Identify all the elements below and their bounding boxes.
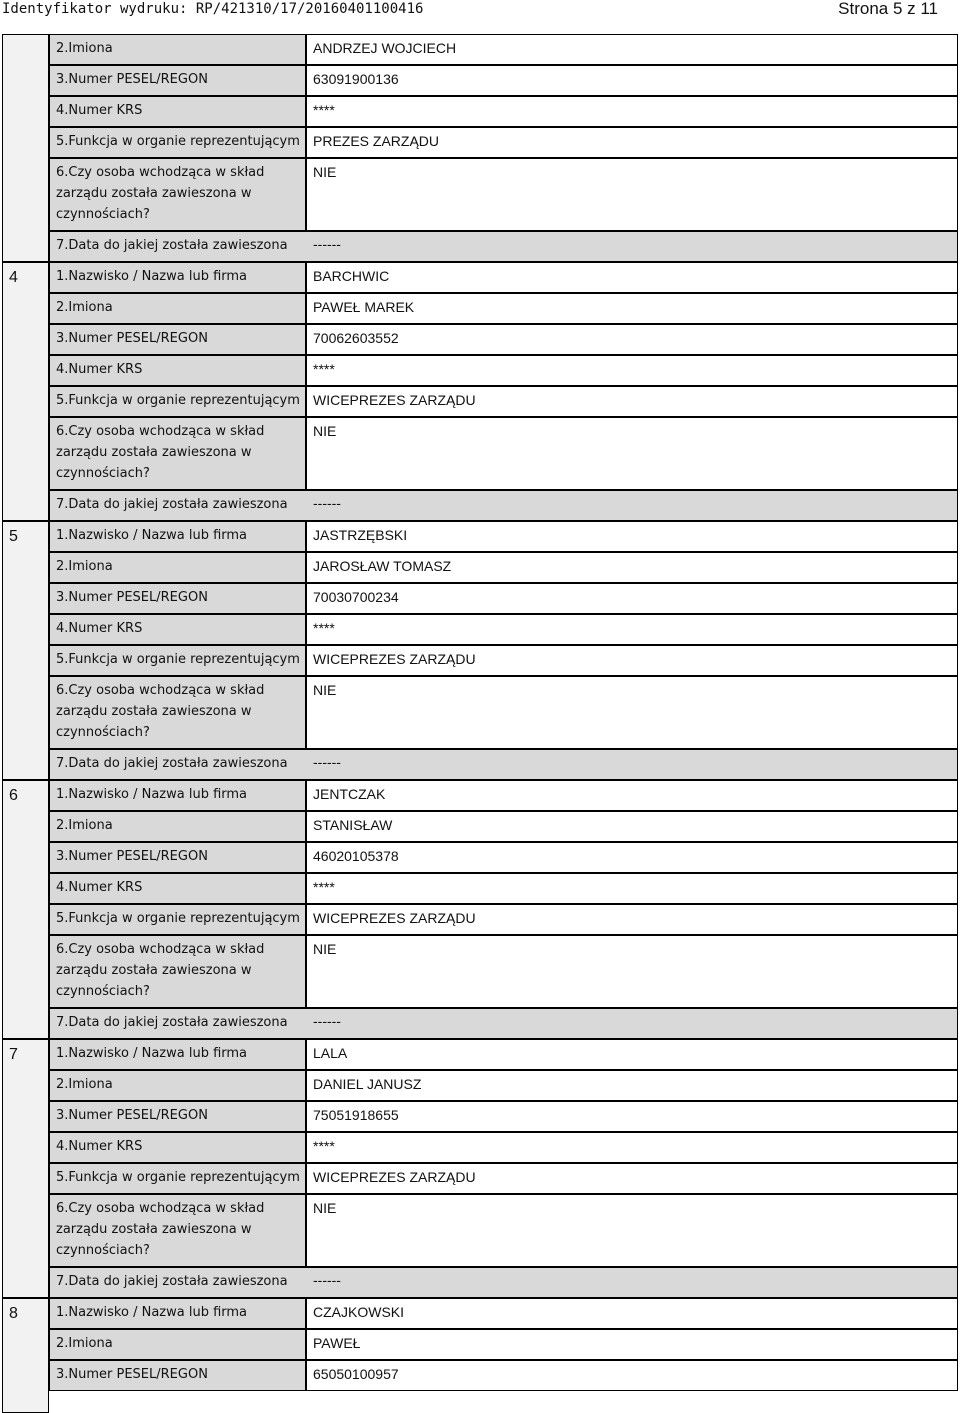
field-label-names: 2.Imiona bbox=[49, 552, 306, 583]
field-label-suspended: 6.Czy osoba wchodząca w skład zarządu została zawieszona w czynnościach? bbox=[49, 417, 306, 490]
field-value-date: ------ bbox=[313, 1272, 341, 1288]
field-value-surname: CZAJKOWSKI bbox=[306, 1298, 958, 1329]
field-label-suspended: 6.Czy osoba wchodząca w skład zarządu została zawieszona w czynnościach? bbox=[49, 1194, 306, 1267]
field-value-suspended: NIE bbox=[306, 935, 958, 1008]
group-number-cell bbox=[2, 262, 49, 521]
group-number: 6 bbox=[9, 787, 18, 804]
field-label-names: 2.Imiona bbox=[49, 1070, 306, 1101]
field-value-suspended: NIE bbox=[306, 417, 958, 490]
field-label-date: 7.Data do jakiej została zawieszona bbox=[49, 1008, 958, 1039]
field-value-names: STANISŁAW bbox=[306, 811, 958, 842]
field-label-function: 5.Funkcja w organie reprezentującym bbox=[49, 904, 306, 935]
field-label-krs: 4.Numer KRS bbox=[49, 1132, 306, 1163]
field-value-krs: **** bbox=[306, 873, 958, 904]
field-label-pesel: 3.Numer PESEL/REGON bbox=[49, 324, 306, 355]
field-value-krs: **** bbox=[306, 614, 958, 645]
group-number-cell bbox=[2, 780, 49, 1039]
field-value-function: PREZES ZARZĄDU bbox=[306, 127, 958, 158]
field-label-krs: 4.Numer KRS bbox=[49, 614, 306, 645]
field-value-surname: JENTCZAK bbox=[306, 780, 958, 811]
print-identifier: Identyfikator wydruku: RP/421310/17/20160401100416 bbox=[2, 1, 424, 17]
field-label-function: 5.Funkcja w organie reprezentującym bbox=[49, 386, 306, 417]
field-value-function: WICEPREZES ZARZĄDU bbox=[306, 904, 958, 935]
field-value-names: JAROSŁAW TOMASZ bbox=[306, 552, 958, 583]
field-label-function: 5.Funkcja w organie reprezentującym bbox=[49, 1163, 306, 1194]
field-label-surname: 1.Nazwisko / Nazwa lub firma bbox=[49, 780, 306, 811]
field-value-date: ------ bbox=[313, 754, 341, 770]
field-label-date: 7.Data do jakiej została zawieszona bbox=[49, 231, 958, 262]
field-value-suspended: NIE bbox=[306, 676, 958, 749]
group-number: 4 bbox=[9, 269, 18, 286]
field-value-krs: **** bbox=[306, 96, 958, 127]
field-value-krs: **** bbox=[306, 355, 958, 386]
field-label-pesel: 3.Numer PESEL/REGON bbox=[49, 1360, 306, 1391]
field-label-surname: 1.Nazwisko / Nazwa lub firma bbox=[49, 1298, 306, 1329]
field-value-surname: LALA bbox=[306, 1039, 958, 1070]
field-value-date: ------ bbox=[313, 495, 341, 511]
field-label-suspended: 6.Czy osoba wchodząca w skład zarządu została zawieszona w czynnościach? bbox=[49, 158, 306, 231]
field-label-suspended: 6.Czy osoba wchodząca w skład zarządu została zawieszona w czynnościach? bbox=[49, 676, 306, 749]
field-value-date: ------ bbox=[313, 236, 341, 252]
field-label-date: 7.Data do jakiej została zawieszona bbox=[49, 490, 958, 521]
group-number: 8 bbox=[9, 1305, 18, 1322]
field-value-function: WICEPREZES ZARZĄDU bbox=[306, 1163, 958, 1194]
field-label-surname: 1.Nazwisko / Nazwa lub firma bbox=[49, 521, 306, 552]
field-label-function: 5.Funkcja w organie reprezentującym bbox=[49, 127, 306, 158]
field-label-names: 2.Imiona bbox=[49, 34, 306, 65]
field-label-suspended: 6.Czy osoba wchodząca w skład zarządu została zawieszona w czynnościach? bbox=[49, 935, 306, 1008]
field-value-names: PAWEŁ bbox=[306, 1329, 958, 1360]
field-label-names: 2.Imiona bbox=[49, 811, 306, 842]
print-header bbox=[0, 0, 960, 24]
field-label-function: 5.Funkcja w organie reprezentującym bbox=[49, 645, 306, 676]
field-label-krs: 4.Numer KRS bbox=[49, 873, 306, 904]
field-label-date: 7.Data do jakiej została zawieszona bbox=[49, 1267, 958, 1298]
field-label-krs: 4.Numer KRS bbox=[49, 96, 306, 127]
field-value-pesel: 63091900136 bbox=[306, 65, 958, 96]
field-value-pesel: 70062603552 bbox=[306, 324, 958, 355]
field-value-surname: JASTRZĘBSKI bbox=[306, 521, 958, 552]
group-number-cell bbox=[2, 1039, 49, 1298]
group-number: 5 bbox=[9, 528, 18, 545]
board-members-table bbox=[2, 34, 958, 1413]
field-value-krs: **** bbox=[306, 1132, 958, 1163]
field-value-function: WICEPREZES ZARZĄDU bbox=[306, 645, 958, 676]
field-value-surname: BARCHWIC bbox=[306, 262, 958, 293]
field-label-surname: 1.Nazwisko / Nazwa lub firma bbox=[49, 1039, 306, 1070]
field-label-surname: 1.Nazwisko / Nazwa lub firma bbox=[49, 262, 306, 293]
field-label-pesel: 3.Numer PESEL/REGON bbox=[49, 842, 306, 873]
field-value-names: ANDRZEJ WOJCIECH bbox=[306, 34, 958, 65]
field-value-pesel: 70030700234 bbox=[306, 583, 958, 614]
group-continuation bbox=[2, 34, 49, 262]
page-number: Strona 5 z 11 bbox=[838, 0, 938, 18]
field-label-pesel: 3.Numer PESEL/REGON bbox=[49, 583, 306, 614]
field-value-function: WICEPREZES ZARZĄDU bbox=[306, 386, 958, 417]
group-number-cell bbox=[2, 521, 49, 780]
field-label-krs: 4.Numer KRS bbox=[49, 355, 306, 386]
field-value-suspended: NIE bbox=[306, 158, 958, 231]
field-label-names: 2.Imiona bbox=[49, 1329, 306, 1360]
field-value-date: ------ bbox=[313, 1013, 341, 1029]
field-value-names: DANIEL JANUSZ bbox=[306, 1070, 958, 1101]
field-value-suspended: NIE bbox=[306, 1194, 958, 1267]
field-value-pesel: 46020105378 bbox=[306, 842, 958, 873]
field-label-names: 2.Imiona bbox=[49, 293, 306, 324]
group-number: 7 bbox=[9, 1046, 18, 1063]
field-value-pesel: 75051918655 bbox=[306, 1101, 958, 1132]
group-number-cell bbox=[2, 1298, 49, 1413]
field-label-pesel: 3.Numer PESEL/REGON bbox=[49, 65, 306, 96]
field-value-pesel: 65050100957 bbox=[306, 1360, 958, 1391]
field-value-names: PAWEŁ MAREK bbox=[306, 293, 958, 324]
field-label-date: 7.Data do jakiej została zawieszona bbox=[49, 749, 958, 780]
field-label-pesel: 3.Numer PESEL/REGON bbox=[49, 1101, 306, 1132]
